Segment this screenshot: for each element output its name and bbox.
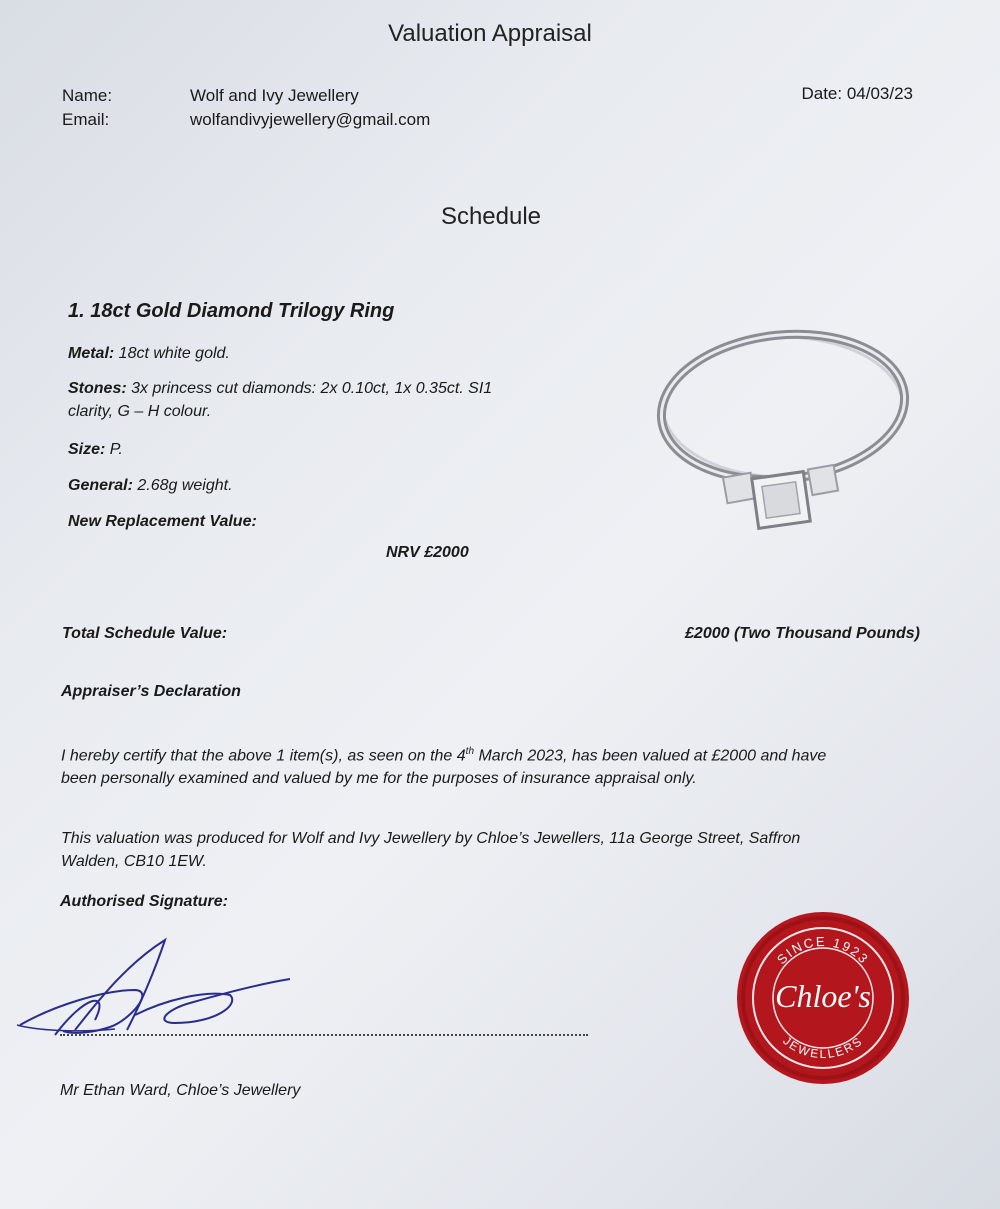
signature-heading: Authorised Signature: [60,893,229,910]
produced-by-text: This valuation was produced for Wolf and Ivy Jewellery by Chloe’s Jewellers, 11a George Street, Saffron Walden, CB10 1EW. [61,830,801,870]
seal-top-text: SINCE 1923 [773,933,873,968]
metal-value: 18ct white gold. [114,345,230,362]
nrv-value: NRV £2000 [386,544,469,561]
metal-field [68,342,230,365]
total-schedule-value: £2000 (Two Thousand Pounds) [685,625,920,642]
total-schedule-label: Total Schedule Value: [62,625,228,642]
name-label: Name: [62,86,113,105]
chloes-wax-seal [733,908,913,1088]
size-value: P. [105,441,123,458]
signature-line [60,1034,588,1036]
seal-bottom-text: JEWELLERS [780,1033,866,1062]
stones-field [68,377,492,423]
name-value: Wolf and Ivy Jewellery [190,86,359,105]
general-field [68,474,233,497]
stones-label: Stones: [68,380,127,397]
size-field [68,438,123,461]
stones-value: 3x princess cut diamonds: 2x 0.10ct, 1x 0.35ct. SI1 [126,380,493,397]
declaration-text: I hereby certify that the above 1 item(s), as seen on the 4th March 2023, has been valued at £2000 and have been personally examined and valued by me for the purposes of insurance appraisal only. [61,746,827,788]
item-title: 1. 18ct Gold Diamond Trilogy Ring [68,300,395,322]
seal-brand: Chloe's [775,978,871,1014]
document-title: Valuation Appraisal [388,20,592,47]
metal-label: Metal: [68,345,115,362]
size-label: Size: [68,441,106,458]
general-value: 2.68g weight. [132,477,233,494]
general-label: General: [68,477,133,494]
handwritten-signature [15,935,300,1045]
nrv-label: New Replacement Value: [68,513,257,530]
email-value: wolfandivyjewellery@gmail.com [190,110,431,129]
schedule-heading: Schedule [440,203,542,230]
ring-image [650,325,920,540]
email-label: Email: [62,110,110,129]
signer-name: Mr Ethan Ward, Chloe’s Jewellery [60,1082,301,1099]
date: Date: 04/03/23 [801,84,913,103]
declaration-heading: Appraiser’s Declaration [61,683,241,700]
stones-value-line2: clarity, G – H colour. [68,403,212,420]
